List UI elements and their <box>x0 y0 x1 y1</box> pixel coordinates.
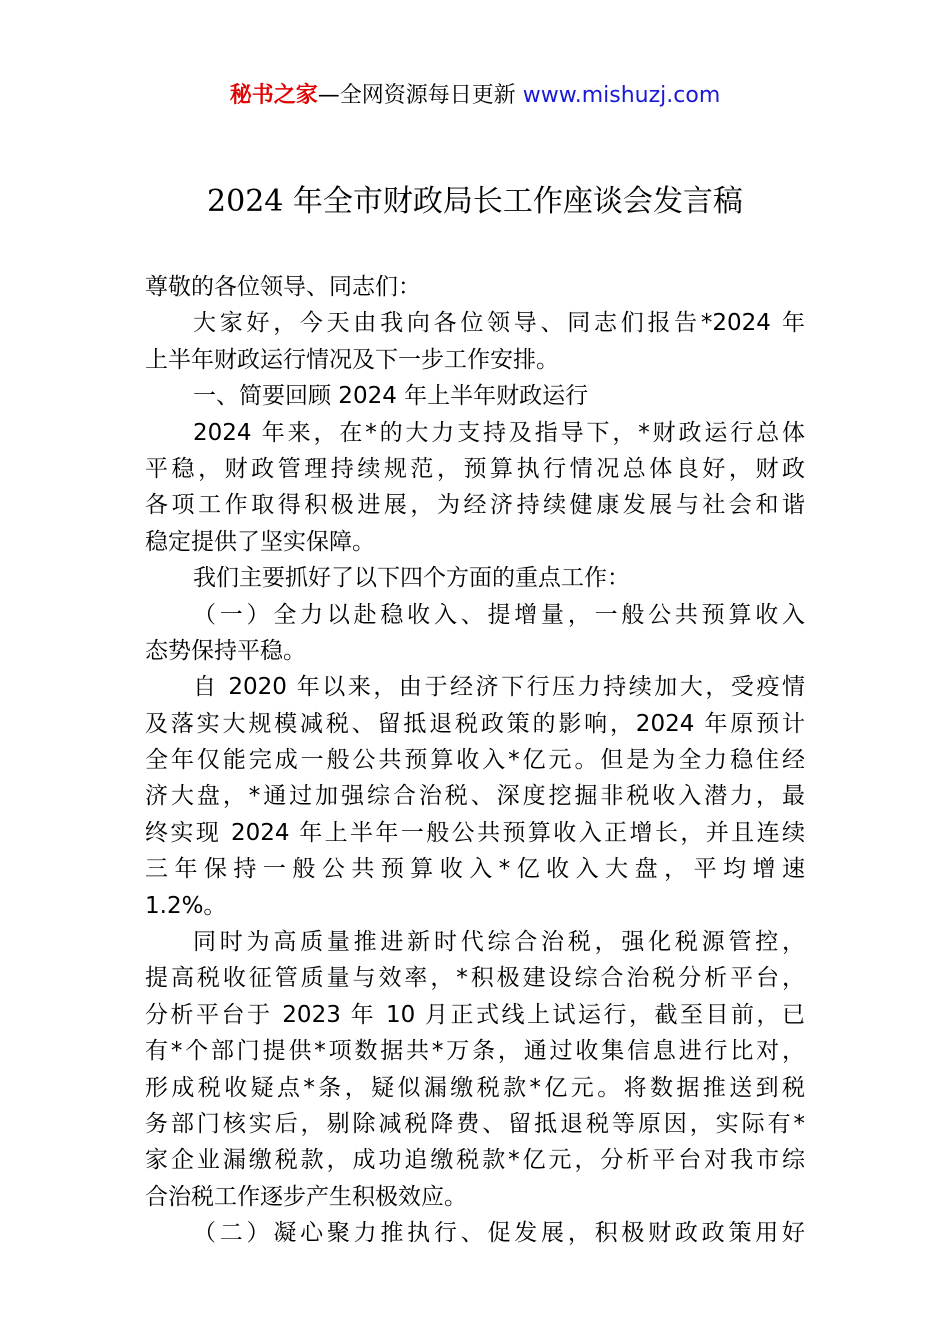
body-line: 自 2020 年以来，由于经济下行压力持续加大，受疫情 <box>193 674 805 701</box>
body-line: 有*个部门提供*项数据共*万条，通过收集信息进行比对， <box>145 1038 805 1065</box>
brand-name: 秘书之家 <box>229 83 318 108</box>
body-line: 务部门核实后，剔除减税降费、留抵退税等原因，实际有* <box>145 1110 805 1137</box>
body-line: 我们主要抓好了以下四个方面的重点工作： <box>193 565 630 592</box>
site-header <box>0 80 950 112</box>
body-line: 平稳，财政管理持续规范，预算执行情况总体良好，财政 <box>145 455 805 482</box>
body-line: 大家好，今天由我向各位领导、同志们报告*2024 年 <box>193 310 805 337</box>
body-line: 全年仅能完成一般公共预算收入*亿元。但是为全力稳住经 <box>145 747 805 774</box>
document-title: 2024 年全市财政局长工作座谈会发言稿 <box>207 184 743 219</box>
subsection-heading-cont: 态势保持平稳。 <box>145 637 306 664</box>
body-line: 终实现 2024 年上半年一般公共预算收入正增长，并且连续 <box>145 819 805 846</box>
body-line: 提高税收征管质量与效率，*积极建设综合治税分析平台， <box>145 965 805 992</box>
body-line: 2024 年来，在*的大力支持及指导下，*财政运行总体 <box>193 419 805 446</box>
salutation-line: 尊敬的各位领导、同志们： <box>145 274 421 300</box>
document-body <box>145 269 805 1252</box>
body-line: 家企业漏缴税款，成功追缴税款*亿元，分析平台对我市综 <box>145 1147 805 1174</box>
body-line: 合治税工作逐步产生积极效应。 <box>145 1183 467 1210</box>
subsection-heading: （一）全力以赴稳收入、提增量，一般公共预算收入 <box>193 601 805 628</box>
subsection-heading: （二）凝心聚力推执行、促发展，积极财政政策用好 <box>193 1220 805 1247</box>
body-line: 各项工作取得积极进展，为经济持续健康发展与社会和谐 <box>145 492 805 519</box>
body-line: 及落实大规模减税、留抵退税政策的影响，2024 年原预计 <box>145 710 805 737</box>
body-line: 济大盘，*通过加强综合治税、深度挖掘非税收入潜力，最 <box>145 783 805 810</box>
site-url: www.mishuzj.com <box>522 83 721 108</box>
body-line: 形成税收疑点*条，疑似漏缴税款*亿元。将数据推送到税 <box>145 1074 805 1101</box>
section-heading: 一、简要回顾 2024 年上半年财政运行 <box>193 383 589 410</box>
body-line: 同时为高质量推进新时代综合治税，强化税源管控， <box>193 929 805 956</box>
body-line: 上半年财政运行情况及下一步工作安排。 <box>145 346 559 373</box>
body-line: 分析平台于 2023 年 10 月正式线上试运行，截至目前，已 <box>145 1001 805 1028</box>
header-slogan: —全网资源每日更新 <box>317 83 523 108</box>
body-line: 三年保持一般公共预算收入*亿收入大盘，平均增速 <box>145 856 805 883</box>
body-line: 稳定提供了坚实保障。 <box>145 528 375 555</box>
body-line: 1.2%。 <box>145 892 227 919</box>
